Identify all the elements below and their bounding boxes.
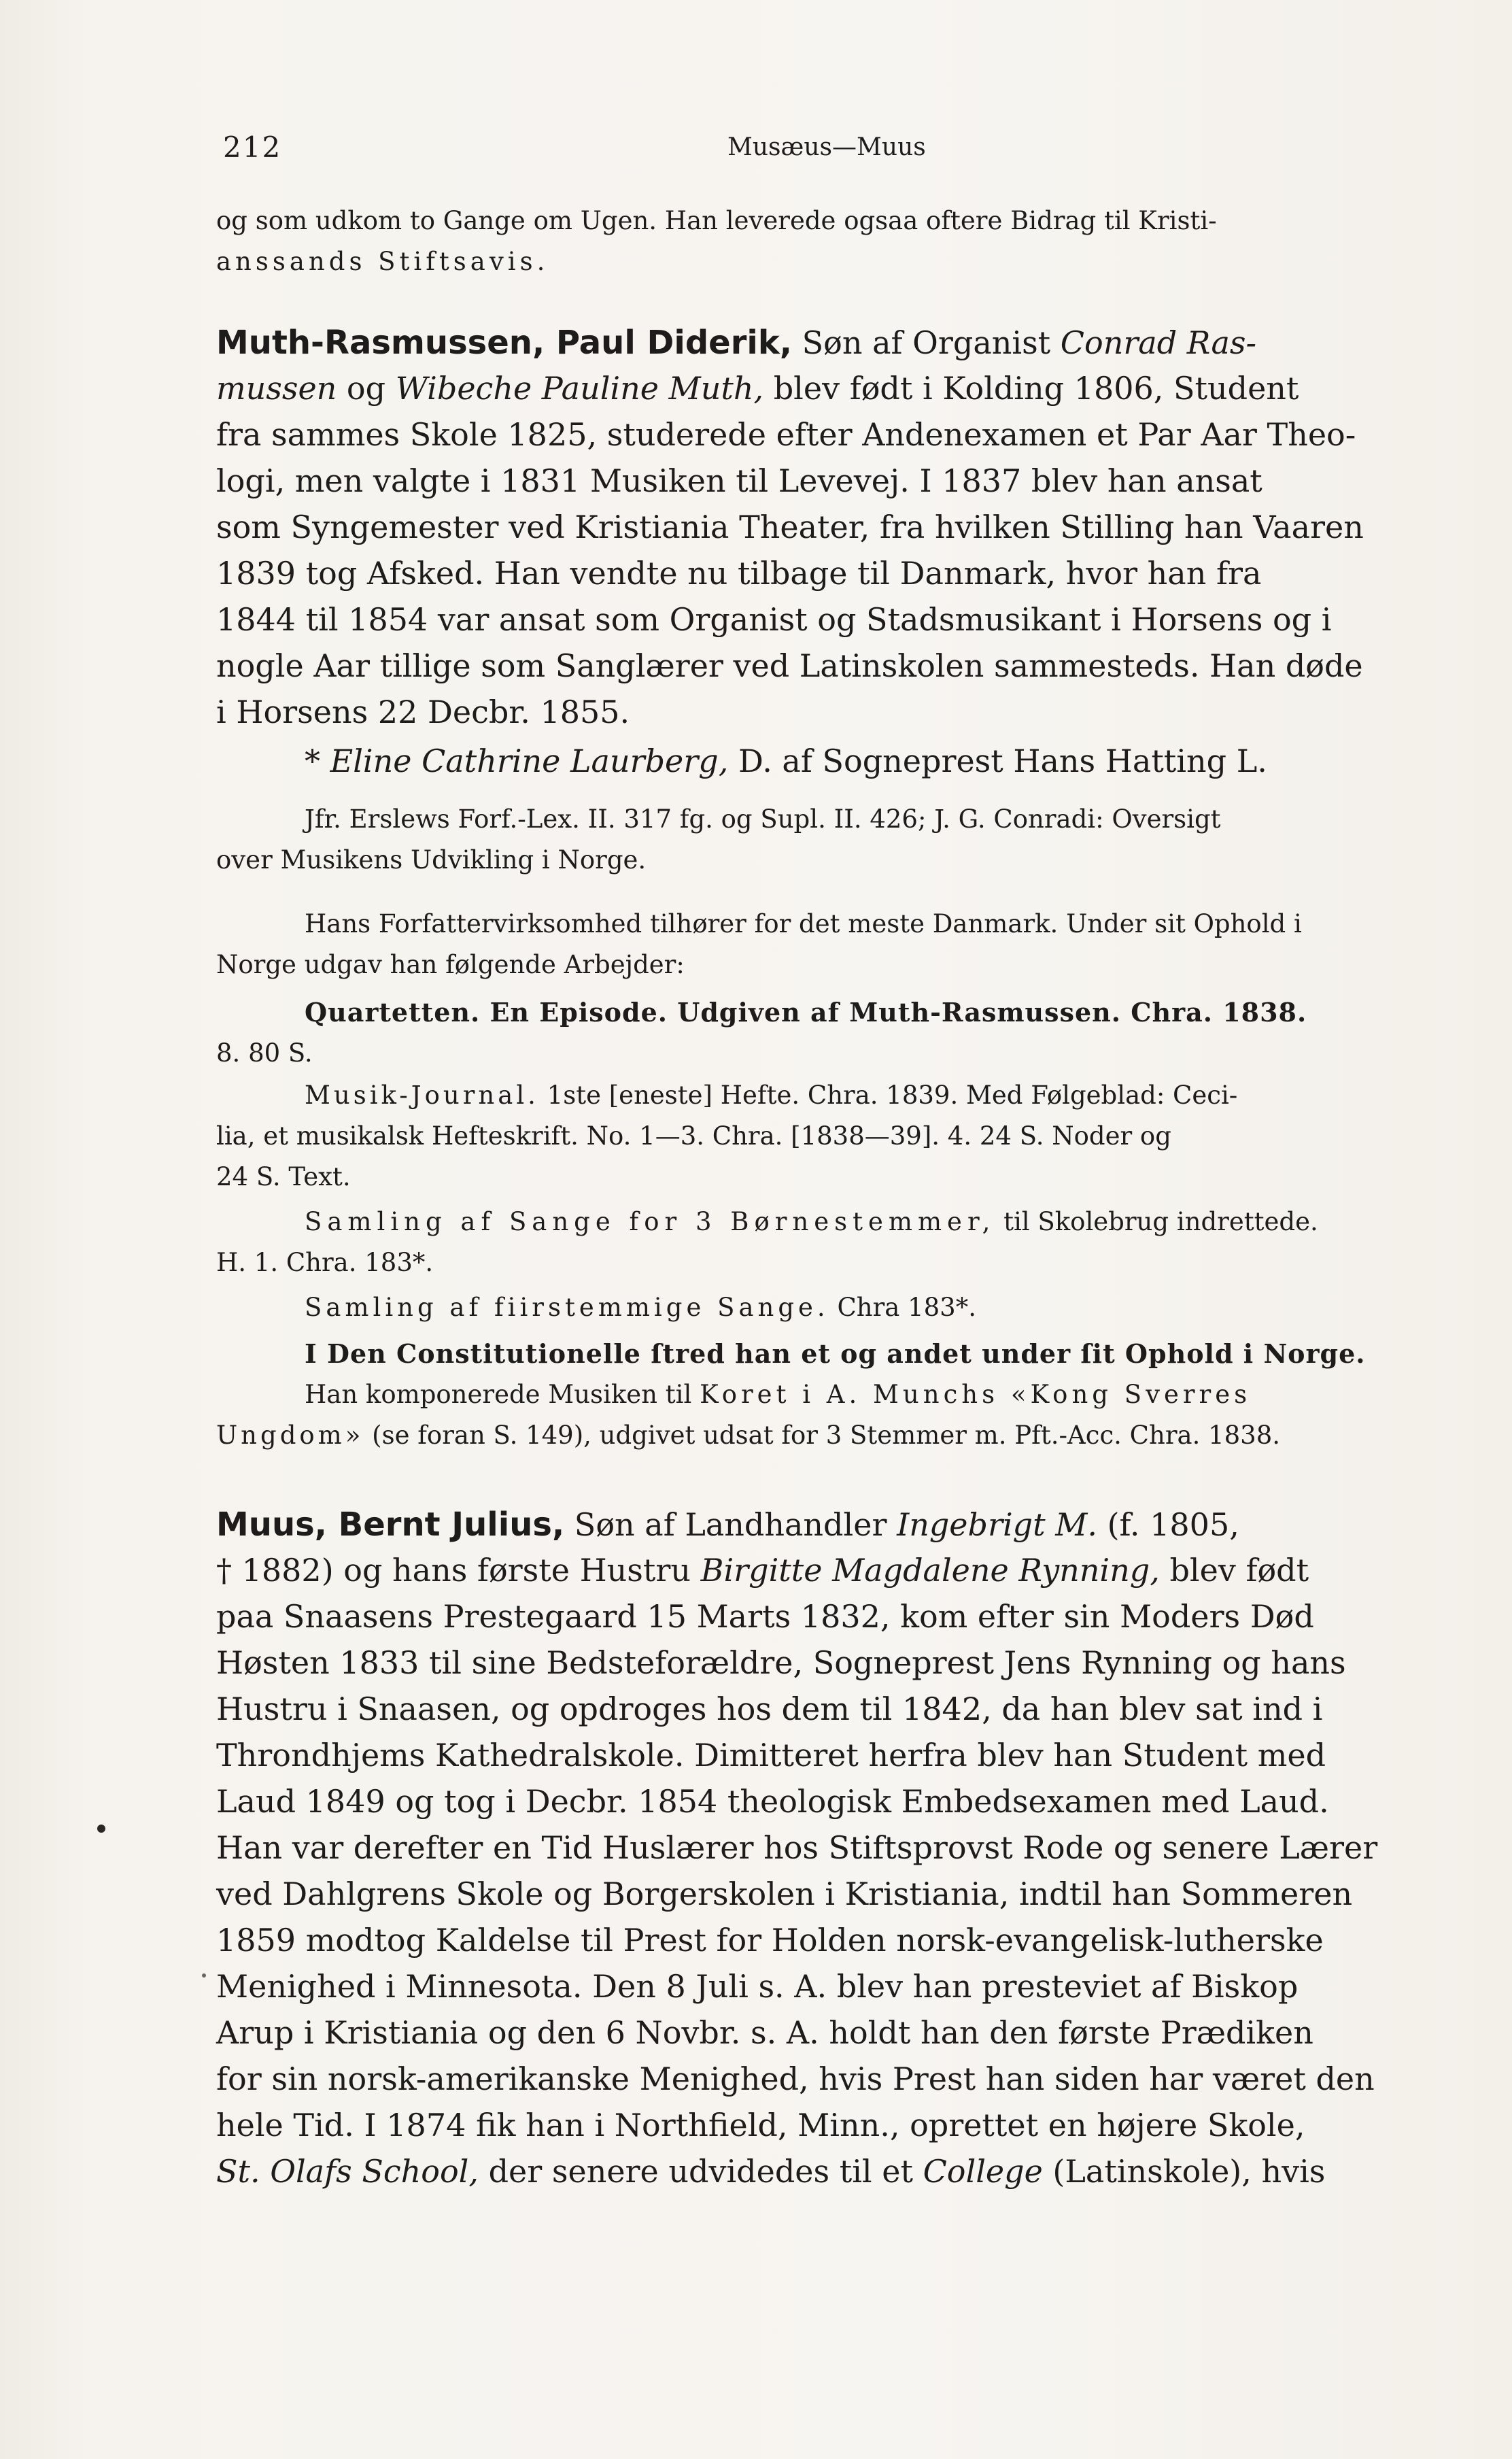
page-number: 212 xyxy=(223,131,282,164)
entry-text-line: Arup i Kristiania og den 6 Novbr. s. A. holdt han den første Prædiken xyxy=(216,2014,1313,2051)
entry-wife-line: * Eline Cathrine Laurberg, D. af Sogneprest Hans Hatting L. xyxy=(305,743,1267,779)
margin-ink-dot xyxy=(97,1825,105,1833)
entry-text-line: Høsten 1833 til sine Bedsteforældre, Sogneprest Jens Rynning og hans xyxy=(216,1644,1346,1681)
entry-text-line: Han var derefter en Tid Huslærer hos Stiftsprovst Rode og senere Lærer xyxy=(216,1829,1378,1866)
entry-text-line: i Horsens 22 Decbr. 1855. xyxy=(216,694,630,730)
entry-text-line: hele Tid. I 1874 fik han i Northfield, Minn., oprettet en højere Skole, xyxy=(216,2107,1305,2143)
entry-text-line: Laud 1849 og tog i Decbr. 1854 theologisk Embedsexamen med Laud. xyxy=(216,1783,1329,1820)
entry-text-line: Throndhjems Kathedralskole. Dimitteret herfra blev han Student med xyxy=(216,1737,1326,1774)
work-munch-line-1: Han komponerede Musiken til Koret i A. Munchs «Kong Sverres xyxy=(305,1380,1252,1409)
entry-text-line: 1844 til 1854 var ansat som Organist og Stadsmusikant i Horsens og i xyxy=(216,601,1332,638)
entry-muth-rasmussen-line-2: mussen og Wibeche Pauline Muth, blev født i Kolding 1806, Student xyxy=(216,370,1299,407)
entry-text-line: logi, men valgte i 1831 Musiken til Levevej. I 1837 blev han ansat xyxy=(216,462,1262,499)
entry-text-line: 1859 modtog Kaldelse til Prest for Holden norsk-evangelisk-lutherske xyxy=(216,1922,1324,1958)
reference-line-1: Jfr. Erslews Forf.-Lex. II. 317 fg. og Supl. II. 426; J. G. Conradi: Oversigt xyxy=(305,804,1221,834)
work-munch-line-2: Ungdom» (se foran S. 149), udgivet udsat for 3 Stemmer m. Pft.-Acc. Chra. 1838. xyxy=(216,1421,1281,1450)
work-samling-fiirstemmige: Samling af fiirstemmige Sange. Chra 183*. xyxy=(305,1293,976,1322)
entry-text-line: for sin norsk-amerikanske Menighed, hvis Prest han siden har været den xyxy=(216,2061,1375,2097)
work-samling-3-stemmer: Samling af Sange for 3 Børnestemmer, til Skolebrug indrettede. xyxy=(305,1207,1318,1236)
entry-text-line: som Syngemester ved Kristiania Theater, fra hvilken Stilling han Vaaren xyxy=(216,509,1364,545)
work-musik-journal-line-2: lia, et musikalsk Hefteskrift. No. 1—3. Chra. [1838—39]. 4. 24 S. Noder og xyxy=(216,1121,1171,1151)
intro-line-1: og som udkom to Gange om Ugen. Han leverede ogsaa oftere Bidrag til Kristi- xyxy=(216,206,1217,235)
works-intro-line-1: Hans Forfattervirksomhed tilhører for det meste Danmark. Under sit Ophold i xyxy=(305,909,1302,938)
entry-text-line: nogle Aar tillige som Sanglærer ved Latinskolen sammesteds. Han døde xyxy=(216,647,1363,684)
work-musik-journal: Musik-Journal. 1ste [eneste] Hefte. Chra. 1839. Med Følgeblad: Ceci- xyxy=(305,1081,1238,1110)
entry-name: Muth-Rasmussen, Paul Diderik, xyxy=(216,324,793,362)
entry-muus-line-2: † 1882) og hans første Hustru Birgitte Magdalene Rynning, blev født xyxy=(216,1552,1309,1589)
entry-text-line: Menighed i Minnesota. Den 8 Juli s. A. blev han presteviet af Biskop xyxy=(216,1968,1299,2005)
work-samling-3-stemmer-line-2: H. 1. Chra. 183*. xyxy=(216,1248,434,1277)
work-quartetten-title: Quartetten. En Episode. Udgiven af Muth-Rasmussen. Chra. 1838. xyxy=(305,997,1307,1028)
entry-muus-line-1: Muus, Bernt Julius, Søn af Landhandler Ingebrigt M. (f. 1805, xyxy=(216,1506,1239,1544)
entry-text-line: paa Snaasens Prestegaard 15 Marts 1832, kom efter sin Moders Død xyxy=(216,1598,1314,1635)
entry-text-line: Hustru i Snaasen, og opdroges hos dem til 1842, da han blev sat ind i xyxy=(216,1691,1323,1727)
work-constitutionelle: I Den Constitutionelle ſtred han et og andet under ſit Ophold i Norge. xyxy=(305,1338,1366,1369)
margin-ink-dot xyxy=(202,1973,206,1978)
work-musik-journal-line-3: 24 S. Text. xyxy=(216,1162,351,1191)
entry-name: Muus, Bernt Julius, xyxy=(216,1506,565,1544)
entry-text-line: ved Dahlgrens Skole og Borgerskolen i Kristiania, indtil han Sommeren xyxy=(216,1876,1353,1912)
work-quartetten-details: 8. 80 S. xyxy=(216,1038,313,1068)
running-head-title: Musæus—Muus xyxy=(727,133,926,161)
entry-muth-rasmussen-line-1: Muth-Rasmussen, Paul Diderik, Søn af Organist Conrad Ras- xyxy=(216,324,1257,362)
reference-line-2: over Musikens Udvikling i Norge. xyxy=(216,845,647,875)
entry-text-line: fra sammes Skole 1825, studerede efter Andenexamen et Par Aar Theo- xyxy=(216,416,1356,453)
entry-text-line: 1839 tog Afsked. Han vendte nu tilbage til Danmark, hvor han fra xyxy=(216,555,1262,592)
works-intro-line-2: Norge udgav han følgende Arbejder: xyxy=(216,950,685,979)
intro-line-2: anssands Stiftsavis. xyxy=(216,247,549,276)
entry-muus-line-15: St. Olafs School, der senere udvidedes til et College (Latinskole), hvis xyxy=(216,2153,1326,2190)
